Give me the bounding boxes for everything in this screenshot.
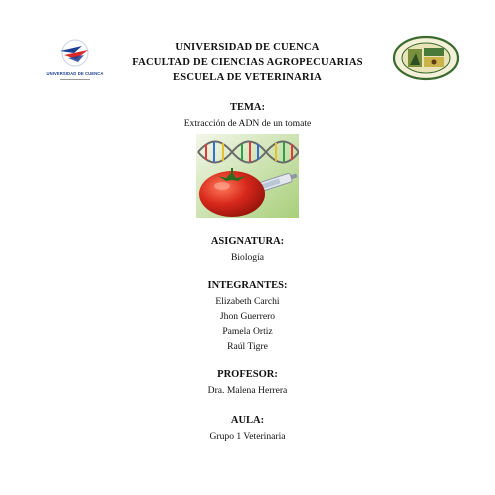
integrantes-label: INTEGRANTES: — [207, 280, 288, 291]
faculty-name: FACULTAD DE CIENCIAS AGROPECUARIAS — [132, 57, 363, 68]
school-name: ESCUELA DE VETERINARIA — [172, 72, 323, 83]
tomato-dna-image — [196, 134, 299, 218]
logo-caption: UNIVERSIDAD DE CUENCA — [46, 71, 104, 76]
university-name: UNIVERSIDAD DE CUENCA — [175, 42, 320, 53]
asignatura-label: ASIGNATURA: — [210, 236, 285, 247]
aula-label: AULA: — [230, 415, 265, 426]
member-name: Elizabeth Carchi — [215, 296, 280, 307]
profesor-label: PROFESOR: — [217, 369, 278, 380]
member-name: Pamela Ortiz — [222, 326, 273, 337]
profesor-value: Dra. Malena Herrera — [207, 385, 288, 396]
aula-value: Grupo 1 Veterinaria — [209, 431, 286, 442]
tema-value: Extracción de ADN de un tomate — [183, 118, 312, 129]
member-name: Raúl Tigre — [227, 341, 268, 352]
asignatura-value: Biología — [230, 252, 265, 263]
tema-label: TEMA: — [230, 102, 265, 113]
member-name: Jhon Guerrero — [219, 311, 276, 322]
